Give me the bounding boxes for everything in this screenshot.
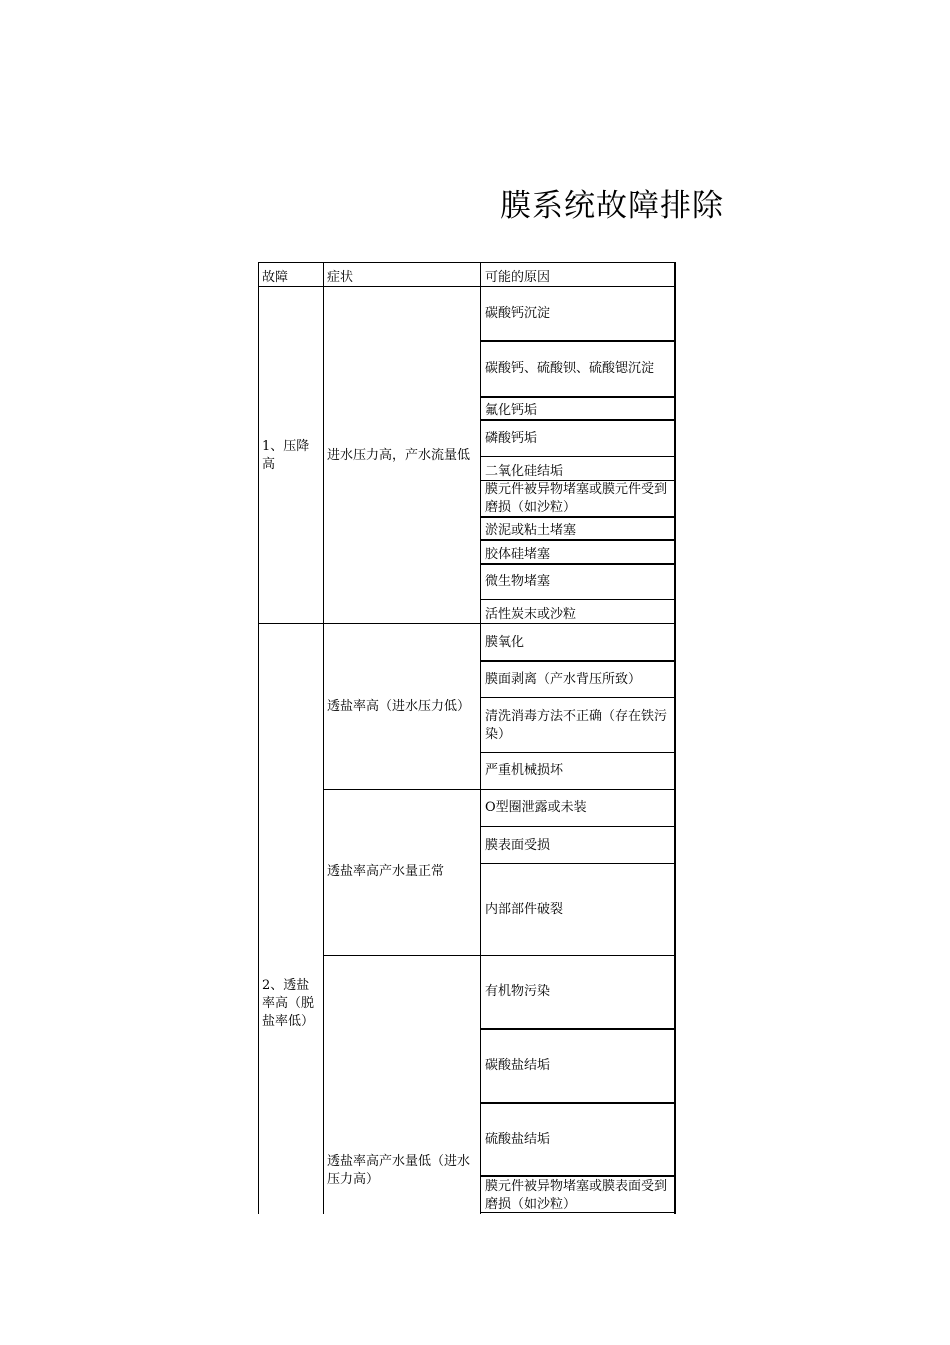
table-border xyxy=(480,697,676,698)
cause-cell: 氟化钙垢 xyxy=(485,403,538,418)
cause-cell: 膜元件被异物堵塞或膜表面受到磨损（如沙粒） xyxy=(485,1179,668,1212)
table-border xyxy=(480,752,676,753)
cause-cell: 内部部件破裂 xyxy=(485,901,564,917)
fault-label: 2、透盐率高（脱盐率低） xyxy=(262,978,315,1029)
cause-cell: 淤泥或粘土堵塞 xyxy=(485,523,577,538)
table-border xyxy=(480,1175,676,1177)
table-border xyxy=(674,262,676,1214)
table-border xyxy=(480,516,676,518)
table-border xyxy=(480,456,676,457)
table-border xyxy=(480,340,676,342)
table-border xyxy=(480,863,676,864)
cause-cell: 碳酸钙、硫酸钡、硫酸锶沉淀 xyxy=(485,361,655,376)
table-border xyxy=(258,262,676,263)
symptom-cell xyxy=(324,287,481,624)
cause-cell: 二氧化硅结垢 xyxy=(485,464,564,479)
cause-cell: 胶体硅堵塞 xyxy=(485,547,551,562)
cause-cell: 膜元件被异物堵塞或膜元件受到磨损（如沙粒） xyxy=(485,482,668,515)
cause-cell: 膜表面受损 xyxy=(485,837,551,853)
table-border xyxy=(480,1028,676,1030)
page-title: 膜系统故障排除 xyxy=(500,188,724,224)
table-border xyxy=(480,539,676,541)
cause-cell: 有机物污染 xyxy=(485,984,551,999)
table-border xyxy=(323,262,324,1214)
symptom-label: 透盐率高（进水压力低） xyxy=(327,698,471,714)
table-border xyxy=(323,955,676,956)
table-border xyxy=(480,1212,676,1213)
table-border xyxy=(480,599,676,600)
table-border xyxy=(480,419,676,421)
table-border xyxy=(480,826,676,827)
table-border xyxy=(480,262,481,1214)
cause-cell: 膜氧化 xyxy=(485,634,525,650)
cause-cell: 微生物堵塞 xyxy=(485,574,551,589)
table-border xyxy=(480,396,676,398)
cause-cell: 硫酸盐结垢 xyxy=(485,1131,551,1147)
header-symptom: 症状 xyxy=(327,270,354,285)
symptom-label: 进水压力高，产水流量低 xyxy=(327,447,471,463)
cause-cell: O型圈泄露或未装 xyxy=(485,800,587,815)
fault-cell xyxy=(259,624,323,1214)
symptom-cell xyxy=(324,789,481,955)
table-border xyxy=(258,262,259,1214)
cause-cell: 膜面剥离（产水背压所致） xyxy=(485,671,642,687)
symptom-label: 透盐率高产水量正常 xyxy=(327,864,445,879)
header-fault: 故障 xyxy=(262,270,289,285)
table-border xyxy=(480,563,676,565)
table-border xyxy=(258,623,676,624)
table-border xyxy=(323,789,676,790)
cause-cell: 碳酸钙沉淀 xyxy=(485,306,551,321)
table-border xyxy=(480,480,676,481)
table-border xyxy=(480,1102,676,1104)
cause-cell: 严重机械损坏 xyxy=(485,763,564,778)
cause-cell: 活性炭末或沙粒 xyxy=(485,607,577,622)
symptom-cell xyxy=(324,955,481,1214)
header-cause: 可能的原因 xyxy=(485,270,551,285)
symptom-cell xyxy=(324,624,481,789)
cause-cell: 碳酸盐结垢 xyxy=(485,1058,551,1073)
table-border xyxy=(480,660,676,662)
cause-cell: 清洗消毒方法不正确（存在铁污染） xyxy=(485,708,668,742)
symptom-label: 透盐率高产水量低（进水压力高） xyxy=(327,1154,471,1187)
cause-cell: 磷酸钙垢 xyxy=(485,430,538,446)
fault-label: 1、压降高 xyxy=(262,438,310,472)
table-border xyxy=(258,286,676,287)
fault-cell xyxy=(259,287,323,624)
